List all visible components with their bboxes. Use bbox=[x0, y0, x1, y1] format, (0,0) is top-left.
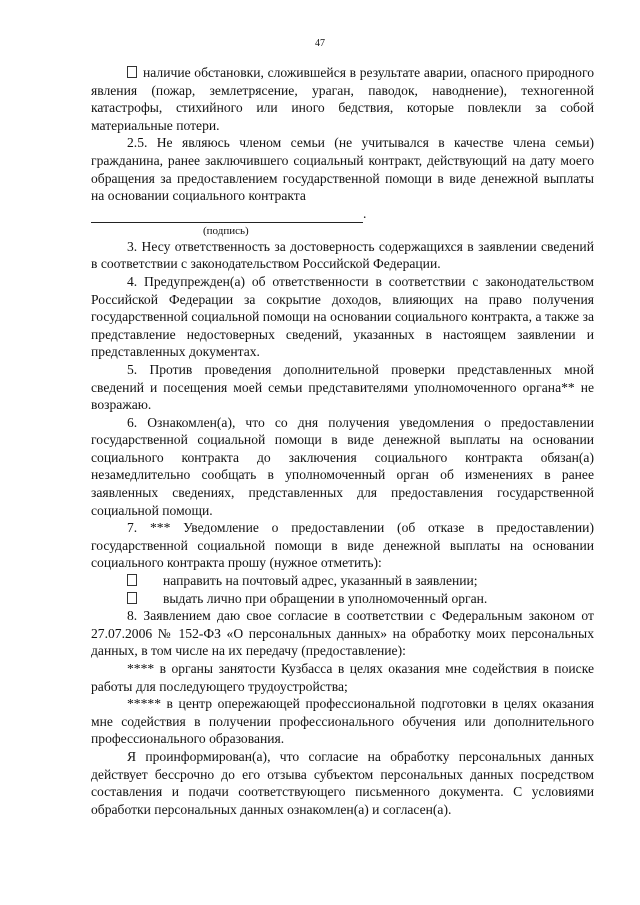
consent-info: Я проинформирован(а), что согласие на обработку персональных данных действует бессрочно до его отзыва субъектом персональных данных посредством составления и подачи соответствующего письменного документа. С условиями обработки персональных данных ознакомлен(а) и согласен(а). bbox=[91, 748, 594, 817]
option-in-person[interactable] bbox=[91, 590, 594, 608]
option-postal[interactable] bbox=[91, 572, 594, 590]
page-number: 47 bbox=[315, 38, 325, 49]
item-5: 5. Против проведения дополнительной проверки представленных мной сведений и посещения моей семьи представителями уполномоченного органа** не возражаю. bbox=[91, 361, 594, 413]
signature-row bbox=[91, 205, 594, 223]
training-center: ***** в центр опережающей профессиональной подготовки в целях оказания мне содействия в получении профессионального обучения или дополнительного профессионального образования. bbox=[91, 696, 594, 747]
item-7: 7. *** Уведомление о предоставлении (об отказе в предоставлении) государственной социальной помощи в виде денежной выплаты на основании социального контракта прошу (нужное отметить): bbox=[91, 520, 594, 571]
item-2-5: 2.5. Не являюсь членом семьи (не учитывался в качестве члена семьи) гражданина, ранее заключившего социальный контракт, действующий на дату моего обращения за предоставлением государственной помощи в виде денежной выплаты на основании социального контракта bbox=[91, 135, 594, 204]
option-postal-label: направить на почтовый адрес, указанный в заявлении; bbox=[163, 573, 478, 589]
option-in-person-label: выдать лично при обращении в уполномоченный орган. bbox=[163, 590, 488, 606]
employment-bodies: **** в органы занятости Кузбасса в целях оказания мне содействия в поиске работы для последующего трудоустройства; bbox=[91, 661, 594, 694]
signature-line[interactable] bbox=[91, 205, 363, 223]
item-8: 8. Заявлением даю свое согласие в соответствии с Федеральным законом от 27.07.2006 № 152-ФЗ «О персональных данных» на обработку моих персональных данных, в том числе на их передачу (предоставление): bbox=[91, 608, 594, 659]
checkbox-icon[interactable] bbox=[127, 574, 137, 586]
hazard-bullet-text: наличие обстановки, сложившейся в результате аварии, опасного природного явления (пожар, землетрясение, ураган, паводок, наводнение), техногенной катастрофы, стихийного или иного бедствия, которые повлекли за собой материальные потери. bbox=[91, 65, 594, 133]
document-body bbox=[91, 64, 594, 818]
hazard-bullet-paragraph bbox=[91, 64, 594, 134]
checkbox-icon[interactable] bbox=[127, 66, 137, 78]
signature-label: (подпись) bbox=[203, 224, 249, 237]
item-4: 4. Предупрежден(а) об ответственности в соответствии с законодательством Российской Федерации за сокрытие доходов, влияющих на право получения государственной социальной помощи на основании социального контракта, а также за представление недостоверных сведений, указанных в настоящем заявлении и представленных документах. bbox=[91, 273, 594, 360]
item-6: 6. Ознакомлен(а), что со дня получения уведомления о предоставлении государственной социальной помощи в виде денежной выплаты на основании социального контракта до заключения социального контракта обязан(а) незамедлительно сообщать в уполномоченный орган об изменениях в ранее заявленных сведениях, представленных для предоставления государственной социальной помощи. bbox=[91, 414, 594, 518]
checkbox-icon[interactable] bbox=[127, 592, 137, 604]
signature-end: . bbox=[363, 206, 367, 222]
item-3: 3. Несу ответственность за достоверность содержащихся в заявлении сведений в соответствии с законодательством Российской Федерации. bbox=[91, 238, 594, 272]
